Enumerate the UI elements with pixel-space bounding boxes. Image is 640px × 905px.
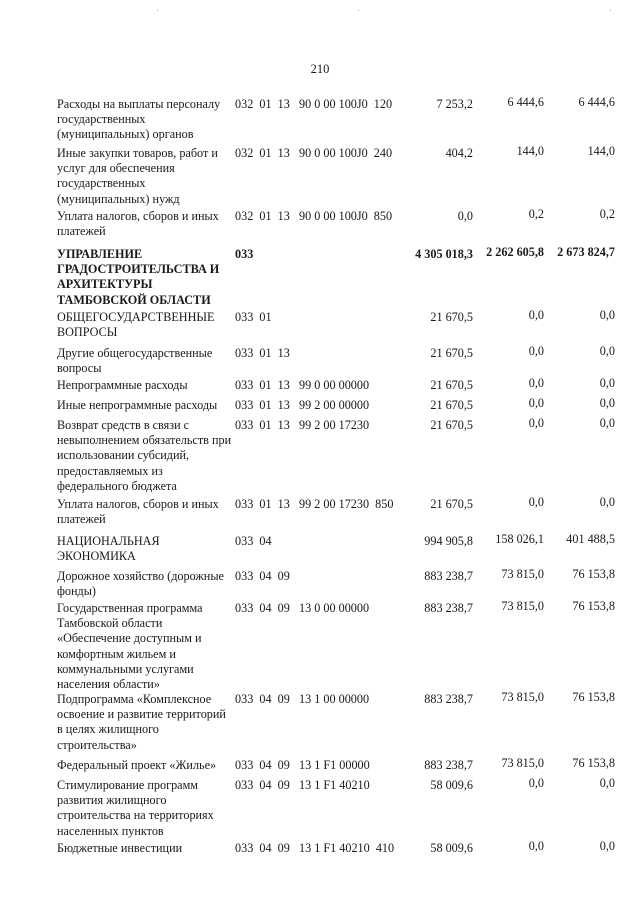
row-code: 033 04 09 13 0 00 00000 bbox=[235, 601, 370, 615]
row-name: Бюджетные инвестиции bbox=[57, 841, 183, 855]
row-code: 033 04 09 13 1 F1 00000 bbox=[235, 758, 370, 772]
row-value-2: 6 444,6 bbox=[507, 95, 544, 109]
row-value-1: 21 670,5 bbox=[430, 398, 473, 412]
row-value-1: 58 009,6 bbox=[430, 778, 473, 792]
row-value-2: 0,0 bbox=[528, 839, 544, 853]
row-name: Государственная программа Тамбовской области «Обеспечение доступным и комфортным жильем и коммунальными услугами населения области» bbox=[57, 601, 203, 692]
row-value-1: 883 238,7 bbox=[424, 569, 473, 583]
row-value-1: 21 670,5 bbox=[430, 378, 473, 392]
row-value-1: 21 670,5 bbox=[430, 310, 473, 324]
row-code: 033 04 bbox=[235, 534, 272, 548]
row-value-3: 76 153,8 bbox=[572, 690, 615, 704]
row-value-1: 7 253,2 bbox=[436, 97, 473, 111]
row-value-3: 2 673 824,7 bbox=[557, 245, 615, 259]
row-value-2: 73 815,0 bbox=[501, 756, 544, 770]
row-value-1: 58 009,6 bbox=[430, 841, 473, 855]
row-name: Другие общегосударственные вопросы bbox=[57, 346, 213, 376]
row-value-2: 0,0 bbox=[528, 308, 544, 322]
row-code: 033 01 13 bbox=[235, 346, 290, 360]
row-value-2: 0,0 bbox=[528, 376, 544, 390]
row-code: 033 04 09 13 1 00 00000 bbox=[235, 692, 370, 706]
row-name: Федеральный проект «Жилье» bbox=[57, 758, 217, 772]
scan-speck bbox=[610, 10, 611, 11]
row-value-3: 0,0 bbox=[599, 416, 615, 430]
row-name: Стимулирование программ развития жилищного строительства на территориях населенных пунктов bbox=[57, 778, 214, 838]
row-name: Подпрограмма «Комплексное освоение и развитие территорий в целях жилищного строительства» bbox=[57, 692, 226, 752]
row-value-1: 21 670,5 bbox=[430, 346, 473, 360]
row-value-1: 21 670,5 bbox=[430, 418, 473, 432]
row-code: 033 01 13 99 2 00 00000 bbox=[235, 398, 370, 412]
row-value-3: 0,0 bbox=[599, 376, 615, 390]
row-value-3: 0,0 bbox=[599, 396, 615, 410]
row-value-3: 0,0 bbox=[599, 495, 615, 509]
row-name: Расходы на выплаты персоналу государственных (муниципальных) органов bbox=[57, 97, 221, 142]
row-code: 033 01 13 99 2 00 17230 bbox=[235, 418, 370, 432]
row-code: 033 bbox=[235, 247, 254, 261]
row-code: 033 01 13 99 2 00 17230 850 bbox=[235, 497, 394, 511]
row-name: УПРАВЛЕНИЕ ГРАДОСТРОИТЕЛЬСТВА И АРХИТЕКТУРЫ ТАМБОВСКОЙ ОБЛАСТИ bbox=[57, 247, 220, 307]
row-code: 033 04 09 13 1 F1 40210 410 bbox=[235, 841, 395, 855]
row-code: 033 04 09 13 1 F1 40210 bbox=[235, 778, 370, 792]
row-value-3: 6 444,6 bbox=[578, 95, 615, 109]
row-name: НАЦИОНАЛЬНАЯ ЭКОНОМИКА bbox=[57, 534, 160, 564]
row-value-3: 144,0 bbox=[587, 144, 615, 158]
row-value-2: 0,2 bbox=[528, 207, 544, 221]
row-name: Возврат средств в связи с невыполнением обязательств при использовании субсидий, предоставляемых из федерального бюджета bbox=[57, 418, 232, 493]
row-code: 033 01 bbox=[235, 310, 272, 324]
row-code: 033 01 13 99 0 00 00000 bbox=[235, 378, 370, 392]
scan-speck bbox=[157, 10, 158, 11]
row-value-3: 401 488,5 bbox=[566, 532, 615, 546]
row-value-2: 0,0 bbox=[528, 344, 544, 358]
row-name: Непрограммные расходы bbox=[57, 378, 188, 392]
row-value-2: 0,0 bbox=[528, 495, 544, 509]
row-name: ОБЩЕГОСУДАРСТВЕННЫЕ ВОПРОСЫ bbox=[57, 310, 215, 340]
row-value-2: 2 262 605,8 bbox=[486, 245, 544, 259]
row-code: 032 01 13 90 0 00 100J0 120 bbox=[235, 97, 393, 111]
row-value-2: 0,0 bbox=[528, 776, 544, 790]
row-name: Дорожное хозяйство (дорожные фонды) bbox=[57, 569, 224, 599]
row-value-2: 144,0 bbox=[516, 144, 544, 158]
row-value-3: 0,0 bbox=[599, 344, 615, 358]
scan-speck bbox=[358, 10, 359, 11]
row-name: Уплата налогов, сборов и иных платежей bbox=[57, 209, 219, 239]
row-value-2: 73 815,0 bbox=[501, 690, 544, 704]
page-number: 210 bbox=[310, 62, 330, 76]
row-value-2: 158 026,1 bbox=[495, 532, 544, 546]
row-name: Уплата налогов, сборов и иных платежей bbox=[57, 497, 219, 527]
row-value-1: 994 905,8 bbox=[424, 534, 473, 548]
row-value-2: 73 815,0 bbox=[501, 599, 544, 613]
row-value-1: 0,0 bbox=[457, 209, 473, 223]
row-value-1: 404,2 bbox=[445, 146, 473, 160]
row-value-3: 0,0 bbox=[599, 839, 615, 853]
row-code: 032 01 13 90 0 00 100J0 240 bbox=[235, 146, 393, 160]
row-value-3: 76 153,8 bbox=[572, 567, 615, 581]
row-value-3: 0,2 bbox=[599, 207, 615, 221]
row-value-3: 76 153,8 bbox=[572, 756, 615, 770]
row-value-1: 883 238,7 bbox=[424, 692, 473, 706]
row-value-2: 73 815,0 bbox=[501, 567, 544, 581]
row-name: Иные закупки товаров, работ и услуг для обеспечения государственных (муниципальных) нужд bbox=[57, 146, 218, 206]
row-value-3: 0,0 bbox=[599, 776, 615, 790]
row-value-1: 21 670,5 bbox=[430, 497, 473, 511]
row-value-3: 76 153,8 bbox=[572, 599, 615, 613]
row-code: 033 04 09 bbox=[235, 569, 290, 583]
row-value-1: 883 238,7 bbox=[424, 758, 473, 772]
row-code: 032 01 13 90 0 00 100J0 850 bbox=[235, 209, 393, 223]
row-value-1: 4 305 018,3 bbox=[415, 247, 473, 261]
row-value-2: 0,0 bbox=[528, 416, 544, 430]
row-name: Иные непрограммные расходы bbox=[57, 398, 218, 412]
row-value-3: 0,0 bbox=[599, 308, 615, 322]
row-value-2: 0,0 bbox=[528, 396, 544, 410]
row-value-1: 883 238,7 bbox=[424, 601, 473, 615]
